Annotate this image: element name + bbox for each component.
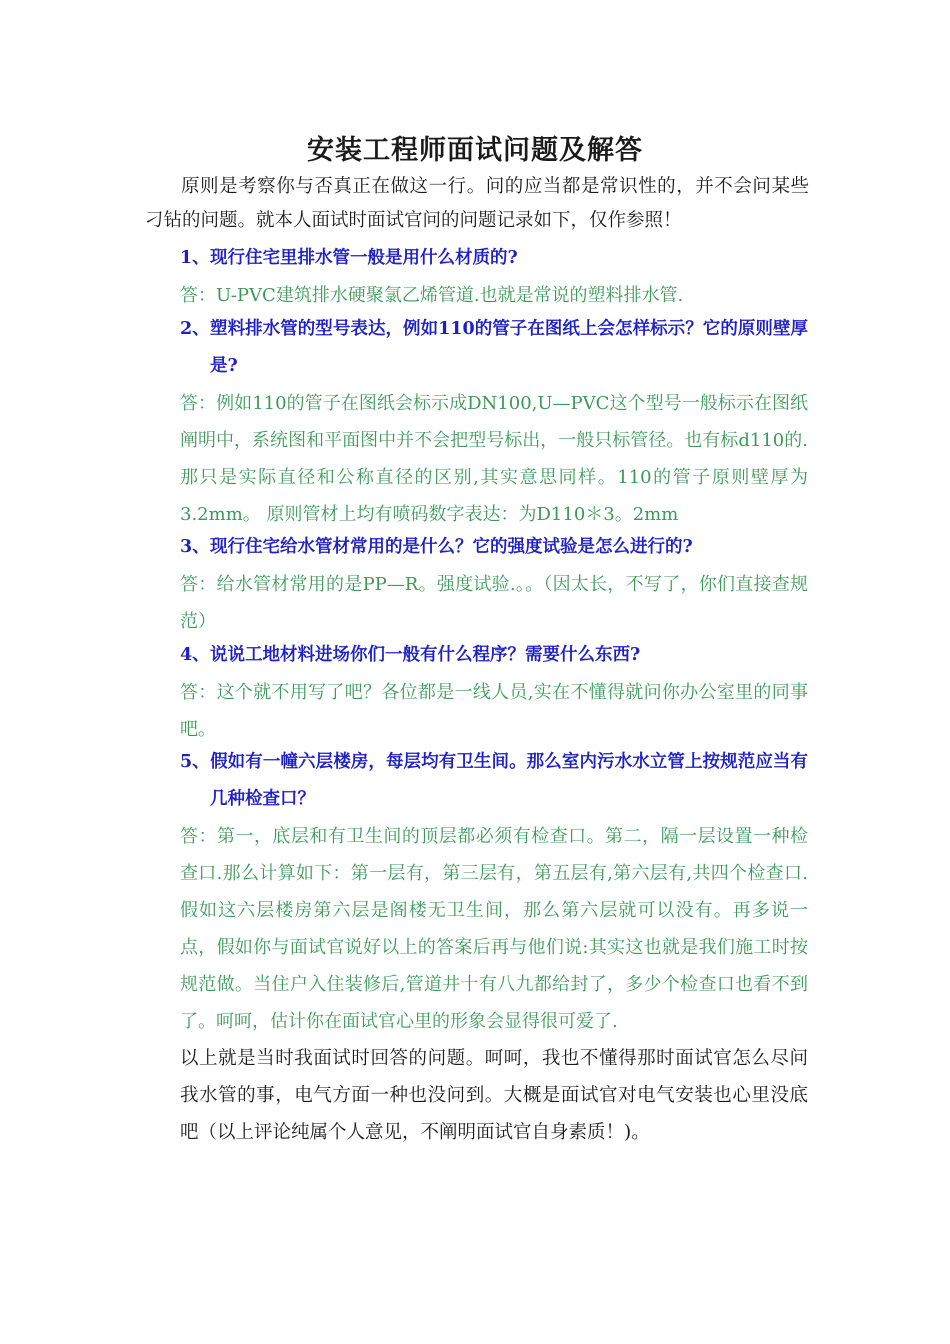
question-5 (180, 744, 808, 818)
question-3 (180, 529, 808, 566)
document-title: 安装工程师面试问题及解答 (307, 135, 643, 166)
question-2 (180, 311, 808, 385)
question-text: 假如有一幢六层楼房，每层均有卫生间。那么室内污水水立管上按规范应当有几种检查口？ (210, 752, 808, 809)
question-text: 塑料排水管的型号表达，例如110的管子在图纸上会怎样标示？它的原则壁厚是? (210, 319, 808, 376)
question-number: 4、 (180, 645, 210, 665)
closing-paragraph: 以上就是当时我面试时回答的问题。呵呵，我也不懂得那时面试官怎么尽问我水管的事，电气方面一种也没问到。大概是面试官对电气安装也心里没底吧（以上评论纯属个人意见，不阐明面试官自身素质！)。 (180, 1048, 808, 1143)
question-1 (180, 240, 808, 277)
qa-item-5 (180, 744, 808, 1040)
question-text: 说说工地材料进场你们一般有什么程序？需要什么东西? (210, 645, 641, 665)
question-4 (180, 637, 808, 674)
qa-item-4 (180, 637, 808, 748)
question-number: 3、 (180, 537, 210, 557)
qa-item-2 (180, 311, 808, 533)
answer-2: 答：例如110的管子在图纸会标示成DN100,U—PVC这个型号一般标示在图纸阐明中，系统图和平面图中并不会把型号标出，一般只标管径。也有标d110的.那只是实际直径和公称直径的区别,其实意思同样。110的管子原则壁厚为3.2mm。 原则管材上均有喷码数字表达：为D110＊3。2mm (180, 393, 808, 525)
question-text: 现行住宅里排水管一般是用什么材质的? (210, 248, 518, 268)
answer-5: 答：第一，底层和有卫生间的顶层都必须有检查口。第二，隔一层设置一种检查口.那么计算如下：第一层有，第三层有，第五层有,第六层有,共四个检查口.假如这六层楼房第六层是阁楼无卫生间，那么第六层就可以没有。再多说一点，假如你与面试官说好以上的答案后再与他们说:其实这也就是我们施工时按规范做。当住户入住装修后,管道井十有八九都给封了，多少个检查口也看不到了。呵呵，估计你在面试官心里的形象会显得很可爱了. (180, 826, 808, 1032)
question-text: 现行住宅给水管材常用的是什么？它的强度试验是怎么进行的? (210, 537, 693, 557)
qa-item-1 (180, 240, 808, 314)
intro-paragraph: 原则是考察你与否真正在做这一行。问的应当都是常识性的，并不会问某些刁钻的问题。就本人面试时面试官问的问题记录如下，仅作参照！ (145, 176, 809, 231)
question-number: 2、 (180, 319, 210, 339)
answer-4: 答：这个就不用写了吧？各位都是一线人员,实在不懂得就问你办公室里的同事吧。 (180, 682, 808, 740)
question-number: 5、 (180, 752, 210, 772)
question-number: 1、 (180, 248, 210, 268)
answer-3: 答：给水管材常用的是PP—R。强度试验.。。（因太长，不写了，你们直接查规范） (180, 574, 808, 632)
answer-1: 答：U-PVC建筑排水硬聚氯乙烯管道.也就是常说的塑料排水管. (180, 285, 684, 306)
qa-item-3 (180, 529, 808, 640)
